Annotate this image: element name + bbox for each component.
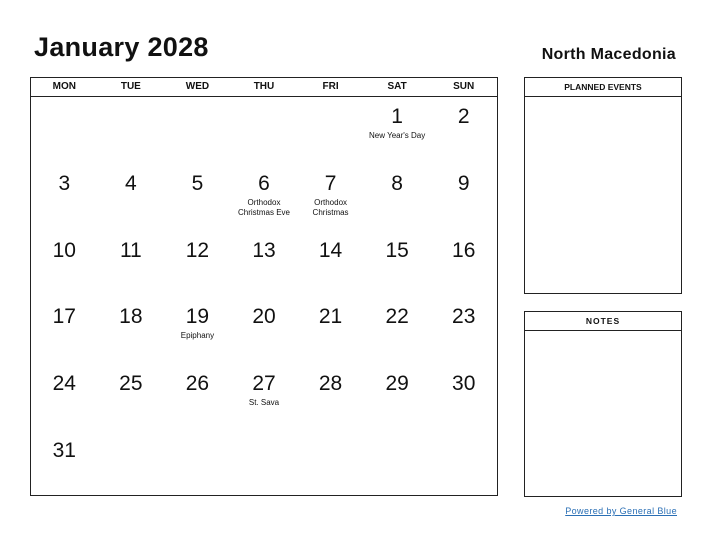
day-cell	[164, 297, 231, 364]
day-number: 31	[52, 438, 76, 462]
weekday-tue: TUE	[120, 81, 141, 92]
day-number	[31, 97, 98, 106]
holiday-label: Orthodox Christmas	[312, 197, 349, 218]
day-number: 28	[318, 372, 343, 396]
day-cell	[164, 164, 231, 231]
day-cell	[231, 231, 298, 298]
weekday-header	[31, 78, 497, 97]
weekday-mon: MON	[52, 81, 76, 92]
day-number: 20	[252, 305, 276, 329]
day-cell	[98, 97, 165, 164]
day-cell	[231, 164, 298, 231]
day-cell	[430, 364, 497, 431]
day-cell	[231, 431, 298, 498]
day-number: 24	[52, 372, 76, 396]
day-cell	[297, 164, 364, 231]
holiday-label: Orthodox Christmas Eve	[237, 197, 290, 218]
day-number: 10	[52, 238, 76, 262]
planned-events-panel	[524, 77, 682, 294]
day-cell	[364, 97, 431, 164]
day-number: 22	[385, 305, 409, 329]
day-cell	[297, 231, 364, 298]
day-number	[231, 97, 298, 106]
day-cell	[430, 431, 497, 498]
day-number: 12	[185, 238, 210, 262]
day-number: 16	[452, 238, 476, 262]
notes-heading: NOTES	[525, 312, 681, 331]
day-cell	[364, 297, 431, 364]
weekday-sun: SUN	[453, 81, 475, 92]
weekday-wed: WED	[185, 81, 210, 92]
day-number: 27	[252, 372, 276, 396]
day-number: 23	[452, 305, 476, 329]
day-number: 13	[252, 238, 276, 262]
day-cell	[430, 164, 497, 231]
weekday-fri: FRI	[322, 81, 339, 92]
day-number	[297, 97, 364, 106]
day-number: 19	[185, 305, 210, 329]
day-number: 14	[318, 238, 343, 262]
day-cell	[297, 364, 364, 431]
holiday-label: Epiphany	[180, 331, 215, 341]
day-cell	[231, 297, 298, 364]
day-cell	[98, 164, 165, 231]
day-number: 18	[119, 305, 143, 329]
day-cell	[98, 297, 165, 364]
day-number: 3	[58, 171, 71, 195]
holiday-label: St. Sava	[248, 398, 280, 408]
calendar-grid	[30, 77, 498, 496]
day-cell	[31, 431, 98, 498]
day-number: 5	[191, 171, 204, 195]
day-cell	[31, 164, 98, 231]
weekday-sat: SAT	[387, 81, 407, 92]
day-number	[164, 97, 231, 106]
day-cell	[364, 164, 431, 231]
day-number: 4	[125, 171, 137, 195]
day-cell	[364, 431, 431, 498]
day-cell	[164, 364, 231, 431]
powered-by-link[interactable]: Powered by General Blue	[565, 506, 677, 516]
day-cell	[297, 297, 364, 364]
day-cell	[164, 231, 231, 298]
day-cell	[98, 431, 165, 498]
day-cell	[430, 297, 497, 364]
day-cell	[231, 97, 298, 164]
day-cell	[31, 231, 98, 298]
weekday-thu: THU	[253, 81, 275, 92]
day-number: 6	[258, 171, 270, 195]
day-number: 26	[185, 372, 210, 396]
day-number	[98, 97, 165, 106]
day-number	[364, 431, 431, 440]
day-cell	[31, 364, 98, 431]
day-number	[430, 431, 497, 440]
page-title: January 2028	[34, 32, 209, 62]
country-label: North Macedonia	[541, 46, 676, 63]
day-number: 7	[324, 171, 337, 195]
day-cell	[297, 431, 364, 498]
day-cell	[164, 431, 231, 498]
day-number: 9	[457, 171, 470, 195]
day-cells	[31, 97, 497, 498]
day-cell	[231, 364, 298, 431]
day-number: 17	[52, 305, 76, 329]
day-number	[164, 431, 231, 440]
day-cell	[98, 231, 165, 298]
holiday-label: New Year's Day	[369, 131, 426, 140]
day-number	[98, 431, 165, 440]
planned-events-heading: PLANNED EVENTS	[525, 78, 681, 97]
day-number: 29	[385, 372, 409, 396]
day-number: 25	[119, 372, 143, 396]
day-number: 15	[385, 238, 409, 262]
day-number: 21	[318, 305, 343, 329]
day-number	[231, 431, 298, 440]
day-cell	[430, 97, 497, 164]
day-cell	[98, 364, 165, 431]
day-cell	[31, 297, 98, 364]
day-cell	[297, 97, 364, 164]
day-number: 30	[452, 372, 476, 396]
day-cell	[364, 364, 431, 431]
notes-panel	[524, 311, 682, 497]
day-number: 2	[457, 105, 470, 128]
day-number: 8	[391, 171, 403, 195]
day-number: 1	[391, 105, 403, 128]
day-number	[297, 431, 364, 440]
day-cell	[31, 97, 98, 164]
day-cell	[430, 231, 497, 298]
day-cell	[164, 97, 231, 164]
day-number: 11	[119, 238, 142, 262]
day-cell	[364, 231, 431, 298]
